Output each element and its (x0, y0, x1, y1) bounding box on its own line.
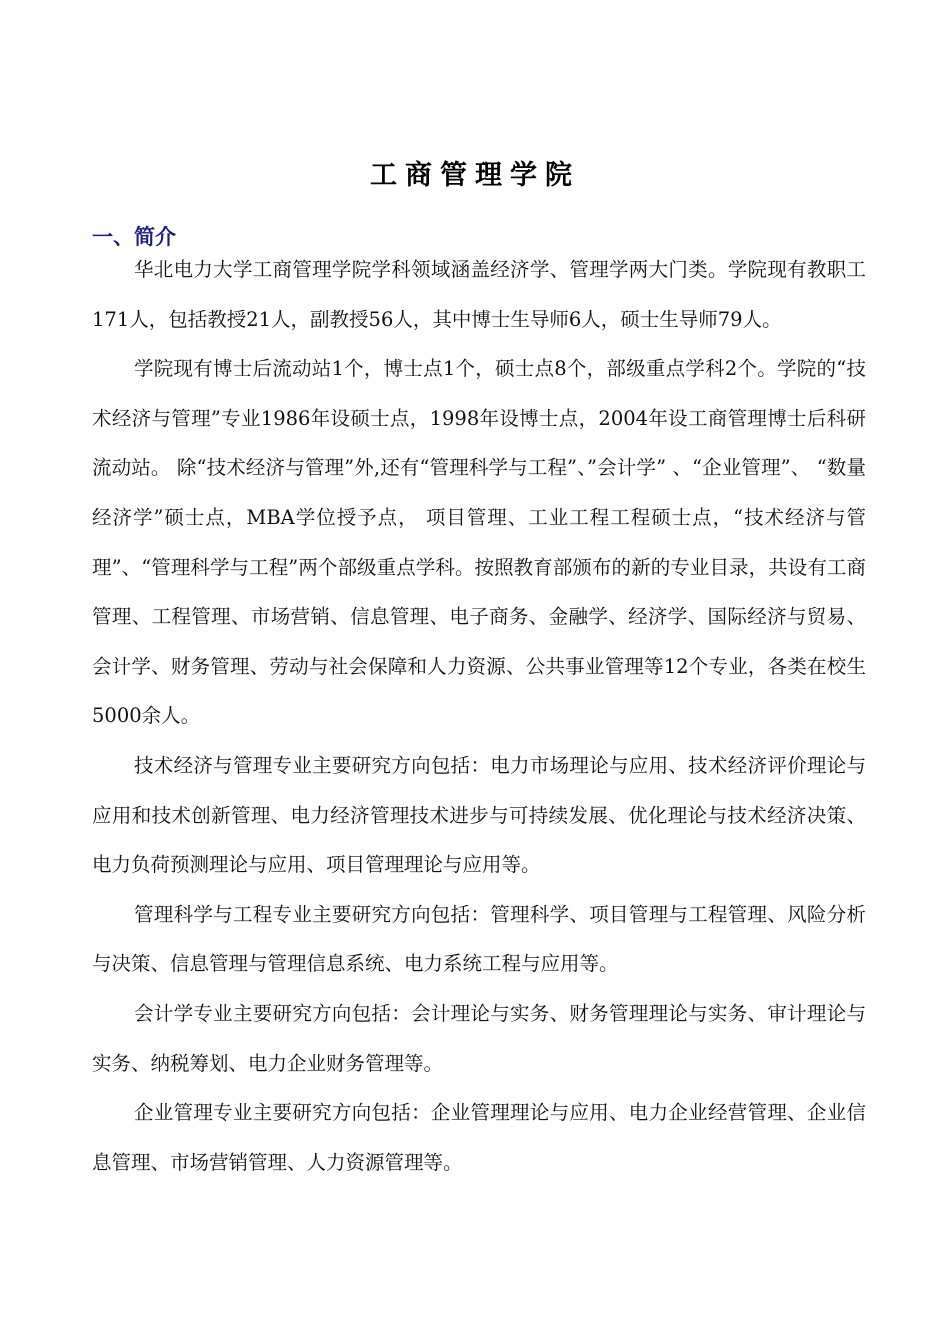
paragraph-management-science-research: 管理科学与工程专业主要研究方向包括：管理科学、项目管理与工程管理、风险分析与决策、信息管理与管理信息系统、电力系统工程与应用等。 (92, 902, 866, 976)
paragraph-overview: 华北电力大学工商管理学院学科领域涵盖经济学、管理学两大门类。学院现有教职工171人，包括教授21人，副教授56人，其中博士生导师6人，硕士生导师79人。 (92, 258, 866, 331)
paragraph-tech-economics-research: 技术经济与管理专业主要研究方向包括：电力市场理论与应用、技术经济评价理论与应用和技术创新管理、电力经济管理技术进步与可持续发展、优化理论与技术经济决策、电力负荷预测理论与应用、项目管理理论与应用等。 (92, 753, 866, 877)
paragraph-enterprise-management-research: 企业管理专业主要研究方向包括：企业管理理论与应用、电力企业经营管理、企业信息管理、市场营销管理、人力资源管理等。 (92, 1101, 866, 1174)
paragraph-programs: 学院现有博士后流动站1个，博士点1个，硕士点8个，部级重点学科2个。学院的“技术经济与管理”专业1986年设硕士点，1998年设博士点，2004年设工商管理博士后科研流动站。 除“技术经济与管理”外,还有“管理科学与工程”、”会计学” 、“企业管理”、 “数量经济学”硕士点，MBA学位授予点， 项目管理、工业工程工程硕士点，“技术经济与管理”、“管理科学与工程”两个部级重点学科。按照教育部颁布的新的专业目录，共设有工商管理、工程管理、市场营销、信息管理、电子商务、金融学、经济学、国际经济与贸易、会计学、财务管理、劳动与社会保障和人力资源、公共事业管理等12个专业，各类在校生5000余人。 (92, 357, 867, 728)
paragraph-accounting-research: 会计学专业主要研究方向包括：会计理论与实务、财务管理理论与实务、审计理论与实务、纳税筹划、电力企业财务管理等。 (92, 1001, 866, 1075)
body-text (92, 245, 866, 1187)
page-title: 工商管理学院 (370, 160, 580, 192)
section-heading-introduction: 一、简介 (92, 225, 176, 250)
